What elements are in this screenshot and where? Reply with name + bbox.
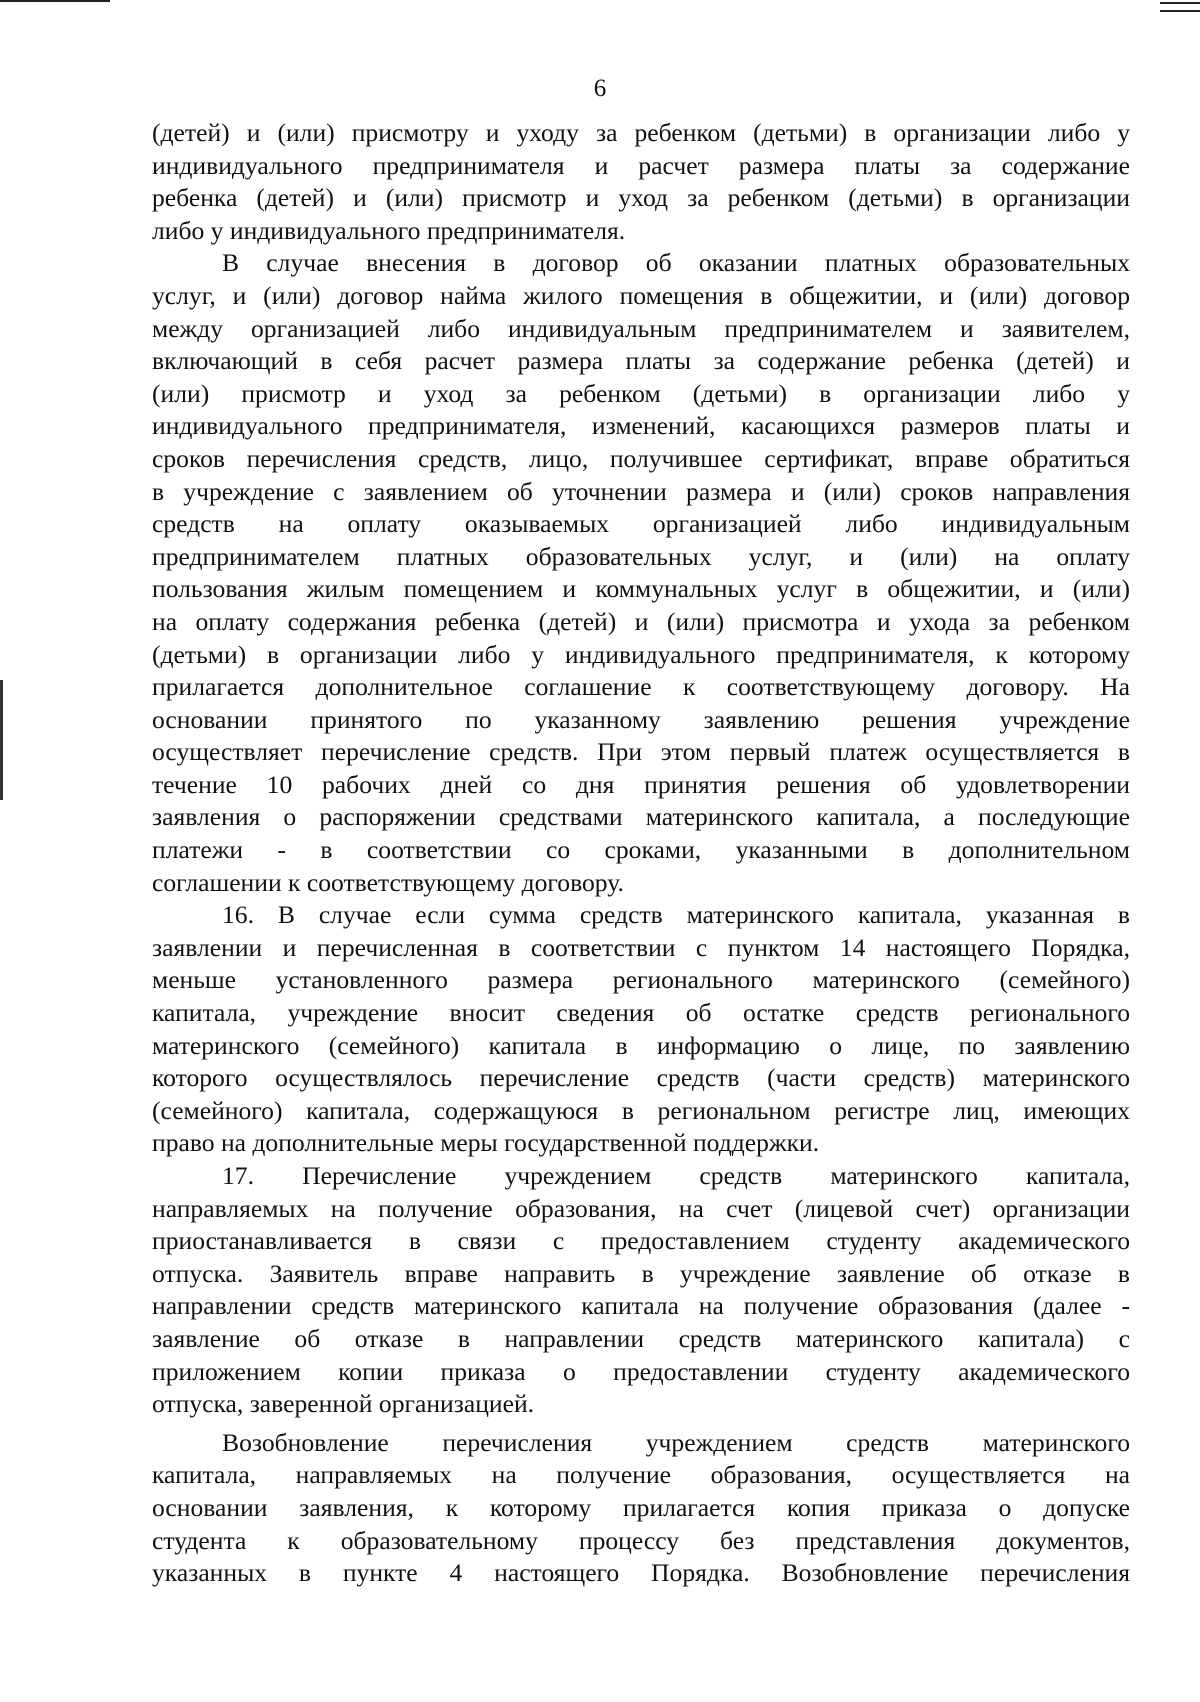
text-line: направлении средств материнского капитала на получение образования (далее - xyxy=(152,1291,1130,1321)
scan-edge-mark xyxy=(0,680,3,800)
text-line: которого осуществлялось перечисление средств (части средств) материнского xyxy=(152,1063,1130,1093)
text-line: течение 10 рабочих дней со дня принятия решения об удовлетворении xyxy=(152,769,1130,799)
text-line: услуг, и (или) договор найма жилого помещения в общежитии, и (или) договор xyxy=(152,280,1130,310)
page-number: 6 xyxy=(593,75,607,102)
text-line: индивидуального предпринимателя, изменений, касающихся размеров платы и xyxy=(152,411,1130,441)
paragraph-16 xyxy=(152,899,1130,1160)
text-line: в учреждение с заявлением об уточнении размера и (или) сроков направления xyxy=(152,476,1130,506)
text-line: либо у индивидуального предпринимателя. xyxy=(152,215,626,245)
text-line: основании принятого по указанному заявлению решения учреждение xyxy=(152,704,1130,734)
text-line: осуществляет перечисление средств. При этом первый платеж осуществляется в xyxy=(152,737,1130,767)
text-line: на оплату содержания ребенка (детей) и (или) присмотра и ухода за ребенком xyxy=(152,606,1130,636)
text-line: соглашении к соответствующему договору. xyxy=(152,867,624,897)
text-line: заявлении и перечисленная в соответствии с пунктом 14 настоящего Порядка, xyxy=(152,932,1130,962)
text-line: Возобновление перечисления учреждением средств материнского xyxy=(222,1427,1130,1457)
text-line: сроков перечисления средств, лицо, получившее сертификат, вправе обратиться xyxy=(152,443,1130,473)
text-line: пользования жилым помещением и коммунальных услуг в общежитии, и (или) xyxy=(152,574,1130,604)
paragraph-17 xyxy=(152,1160,1130,1421)
text-line: индивидуального предпринимателя и расчет размера платы за содержание xyxy=(152,150,1130,180)
text-line: капитала, учреждение вносит сведения об остатке средств регионального xyxy=(152,998,1130,1028)
text-line: указанных в пункте 4 настоящего Порядка. Возобновление перечисления xyxy=(152,1558,1130,1588)
paragraph-continued xyxy=(152,117,1130,247)
text-line: заявление об отказе в направлении средств материнского капитала) с xyxy=(152,1323,1130,1353)
text-line: материнского (семейного) капитала в информацию о лице, по заявлению xyxy=(152,1030,1130,1060)
text-line: капитала, направляемых на получение образования, осуществляется на xyxy=(152,1460,1130,1490)
text-line: (детей) и (или) присмотру и уходу за ребенком (детьми) в организации либо у xyxy=(152,118,1130,147)
text-line: платежи - в соответствии со сроками, указанными в дополнительном xyxy=(152,835,1130,865)
text-line: включающий в себя расчет размера платы за содержание ребенка (детей) и xyxy=(152,346,1130,376)
text-line: (или) присмотр и уход за ребенком (детьми) в организации либо у xyxy=(152,378,1130,408)
text-line: студента к образовательному процессу без представления документов, xyxy=(152,1525,1130,1555)
text-line: отпуска. Заявитель вправе направить в учреждение заявление об отказе в xyxy=(152,1258,1130,1288)
paragraph-amendments xyxy=(152,247,1130,899)
text-line: между организацией либо индивидуальным предпринимателем и заявителем, xyxy=(152,313,1130,343)
scan-edge-mark xyxy=(1160,2,1200,12)
text-line: (детьми) в организации либо у индивидуального предпринимателя, к которому xyxy=(152,639,1130,669)
text-line: приложением копии приказа о предоставлении студенту академического xyxy=(152,1356,1130,1386)
document-body xyxy=(152,117,1130,1590)
text-line: прилагается дополнительное соглашение к соответствующему договору. На xyxy=(152,672,1130,702)
paragraph-resumption xyxy=(152,1427,1130,1590)
text-line: приостанавливается в связи с предоставлением студенту академического xyxy=(152,1226,1130,1256)
text-line: право на дополнительные меры государственной поддержки. xyxy=(152,1128,820,1158)
text-line: 17. Перечисление учреждением средств материнского капитала, xyxy=(222,1161,1130,1190)
text-line: средств на оплату оказываемых организацией либо индивидуальным xyxy=(152,509,1130,539)
text-line: основании заявления, к которому прилагается копия приказа о допуске xyxy=(152,1492,1130,1522)
text-line: заявления о распоряжении средствами материнского капитала, а последующие xyxy=(152,802,1130,832)
scan-edge-mark xyxy=(0,0,110,6)
text-line: 16. В случае если сумма средств материнского капитала, указанная в xyxy=(222,900,1130,930)
text-line: ребенка (детей) и (или) присмотр и уход за ребенком (детьми) в организации xyxy=(152,183,1130,213)
text-line: предпринимателем платных образовательных услуг, и (или) на оплату xyxy=(152,541,1130,571)
text-line: меньше установленного размера регионального материнского (семейного) xyxy=(152,965,1130,995)
text-line: (семейного) капитала, содержащуюся в региональном регистре лиц, имеющих xyxy=(152,1095,1130,1125)
text-line: направляемых на получение образования, на счет (лицевой счет) организации xyxy=(152,1193,1130,1223)
text-line: В случае внесения в договор об оказании платных образовательных xyxy=(222,248,1130,278)
text-line: отпуска, заверенной организацией. xyxy=(152,1389,535,1419)
